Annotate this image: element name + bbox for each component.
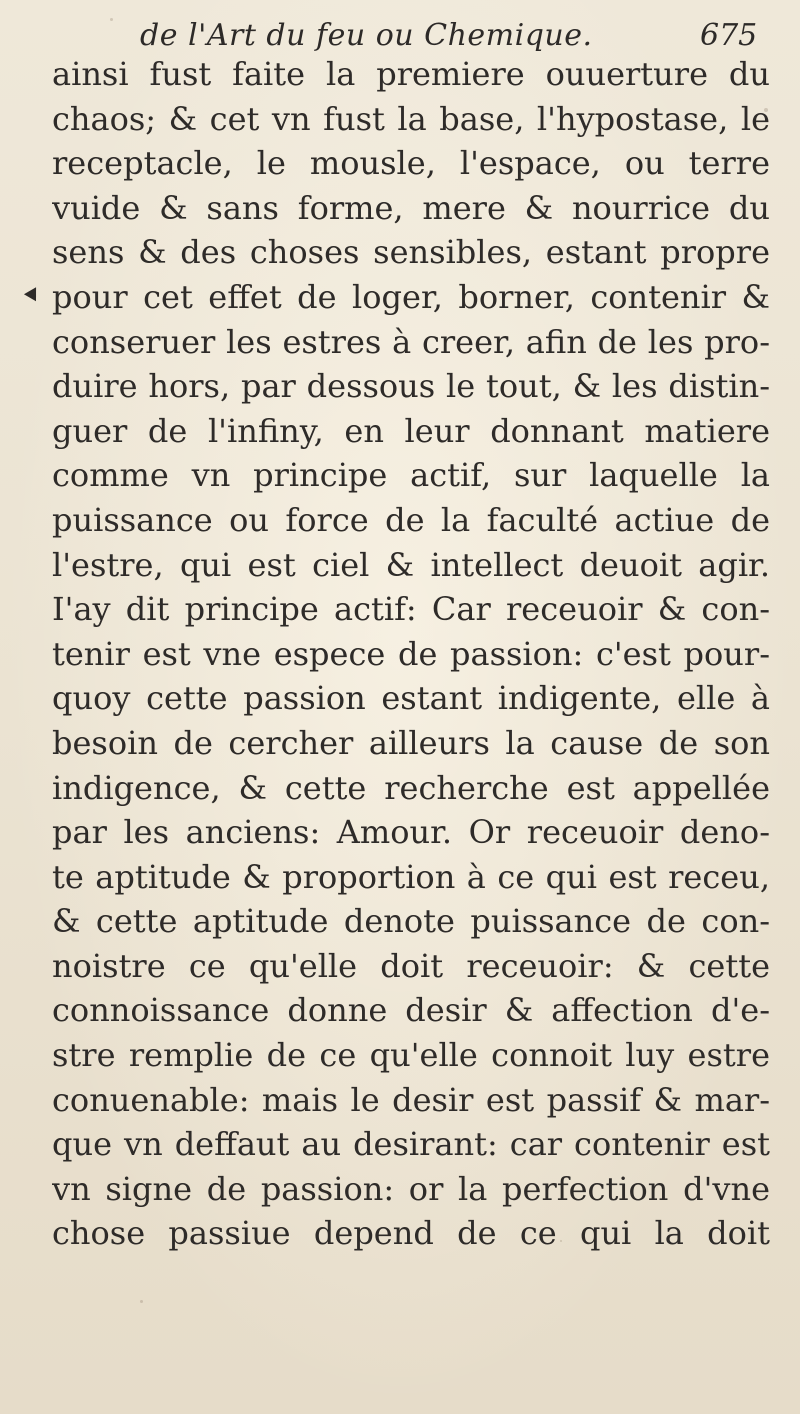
text-line: tenir est vne espece de passion: c'est pour- (52, 634, 770, 673)
text-line: connoissance donne desir & affection d'e- (52, 991, 770, 1030)
text-line: comme vn principe actif, sur laquelle la (52, 456, 770, 495)
text-line: stre remplie de ce qu'elle connoit luy estre (52, 1036, 770, 1075)
text-line: indigence, & cette recherche est appellée (52, 768, 770, 807)
text-line: chose passiue depend de ce qui la doit (52, 1214, 770, 1253)
text-line: ainsi fust faite la premiere ouuerture du (52, 55, 770, 93)
text-line: vuide & sans forme, mere & nourrice du (52, 188, 770, 227)
text-line: quoy cette passion estant indigente, elle à (52, 679, 770, 718)
text-line: & cette aptitude denote puissance de con- (52, 902, 770, 941)
text-line: sens & des choses sensibles, estant propre (52, 233, 770, 272)
text-line: que vn deffaut au desirant: car contenir est (52, 1125, 770, 1164)
running-title: de l'Art du feu ou Chemique. (140, 18, 593, 53)
text-line: conuenable: mais le desir est passif & mar- (52, 1080, 770, 1119)
text-line: duire hors, par dessous le tout, & les distin- (52, 367, 770, 406)
text-line: besoin de cercher ailleurs la cause de son (52, 723, 770, 762)
page-number: 675 (700, 18, 758, 53)
text-line: par les anciens: Amour. Or receuoir deno- (52, 813, 770, 852)
body-text (52, 52, 770, 1256)
text-line: I'ay dit principe actif: Car receuoir & con- (52, 590, 770, 629)
text-line: vn signe de passion: or la perfection d'vne (52, 1169, 770, 1208)
text-line: guer de l'infiny, en leur donnant matiere (52, 411, 770, 450)
paper-speck (140, 1300, 143, 1303)
text-line: chaos; & cet vn fust la base, l'hypostase, le (52, 99, 770, 138)
marginal-mark-icon (24, 287, 42, 304)
text-line: te aptitude & proportion à ce qui est receu, (52, 857, 770, 896)
text-line: receptacle, le mousle, l'espace, ou terre (52, 144, 770, 183)
text-line: conseruer les estres à creer, afin de les pro- (52, 322, 770, 361)
text-line: pour cet effet de loger, borner, contenir & (52, 277, 770, 316)
text-line: puissance ou force de la faculté actiue de (52, 500, 770, 539)
text-line: noistre ce qu'elle doit receuoir: & cette (52, 946, 770, 985)
text-line: l'estre, qui est ciel & intellect deuoit agir. (52, 545, 770, 584)
